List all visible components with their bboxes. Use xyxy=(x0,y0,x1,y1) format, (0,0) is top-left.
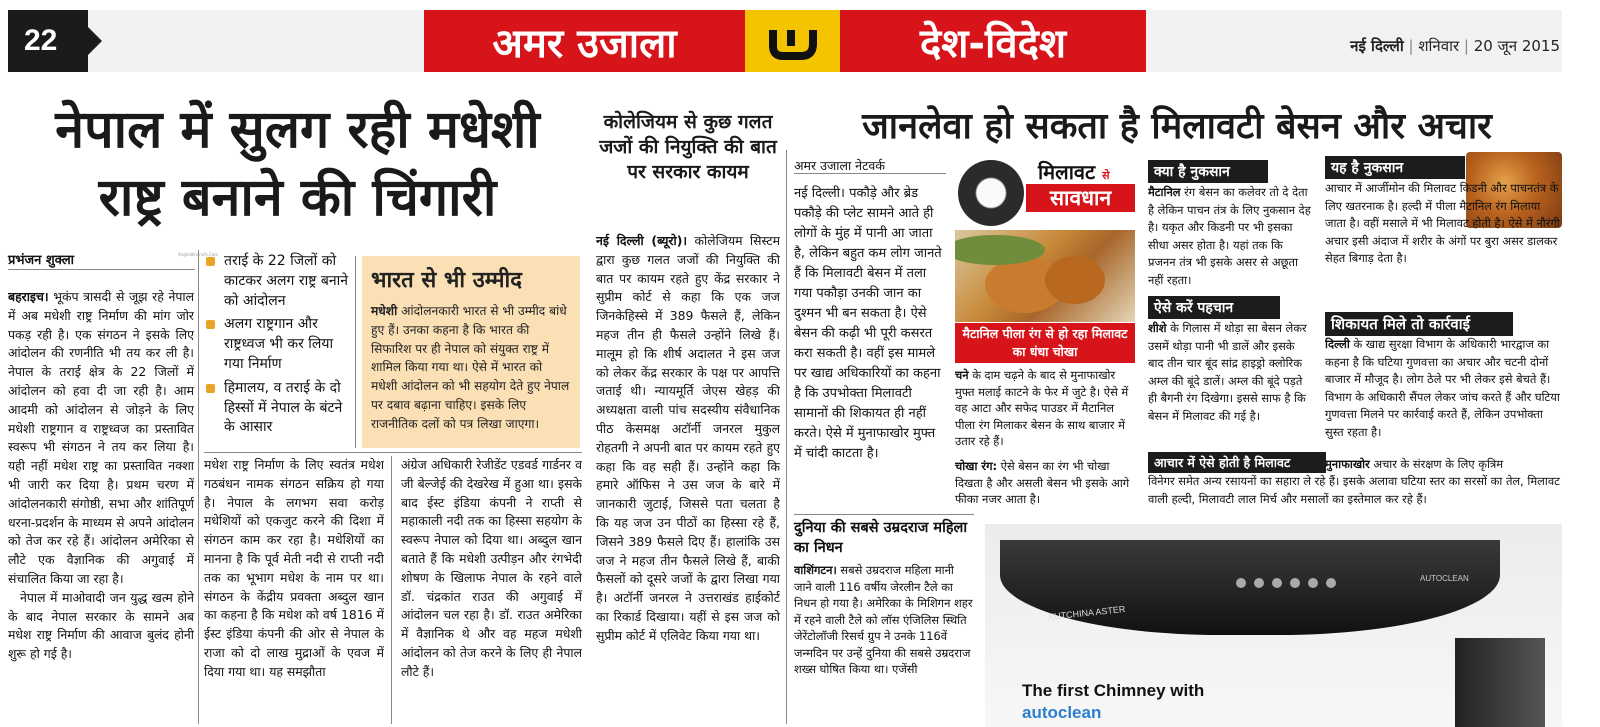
pakora-photo xyxy=(955,230,1135,322)
article1-bullets xyxy=(204,252,350,442)
article1-col1-text2: नेपाल में माओवादी जन युद्ध खत्म होने के बाद नेपाल सरकार के सामने अब मधेश राष्ट्र निर्माण की आवाज बुलंद होनी शुरू हो गई है। xyxy=(8,589,194,662)
article3-chokha xyxy=(955,458,1135,510)
chane-text: के दाम चढ़ने के बाद से मुनाफाखोर मुफ्त मलाई काटने के फेर में जुटे है। ऐसे में वह आटा और सफेद पाउडर में मैटानिल पीला रंग मिलाकर बेसन के साथ बाजार में उतार रहे हैं। xyxy=(955,368,1129,448)
watermark: Anghalkhanchi.Com xyxy=(178,252,218,257)
chimney-button-icon xyxy=(1254,578,1264,588)
divider xyxy=(786,150,787,724)
quote-box xyxy=(362,256,580,448)
article1-col3: अंग्रेज अधिकारी रेजीडेंट एडवर्ड गार्डनर व जी बेल्जेई की देखरेख में हुआ था। इसके बाद ईस्ट इंडिया कंपनी ने राप्ती से महाकाली नदी तक का हिस्सा सहयोग के स्वरूप नेपाल को दिया था। अब्दुल खान बताते हैं कि मधेशी उत्पीड़न और रंगभेदी शोषण के खिलाफ नेपाल के रहने वाले डॉ. चंद्रकांत राउत की अगुवाई में आंदोलन चल रहा है। डॉ. राउत अमेरिका में वैज्ञानिक थे और वह महज मधेशी आंदोलन को तेज करने के लिए ही नेपाल लौटे हैं। xyxy=(401,457,582,679)
logo-icon xyxy=(745,10,840,72)
divider xyxy=(198,250,199,724)
box2-lead: शीशे xyxy=(1148,321,1167,335)
box1-text: रंग बेसन का कलेवर तो दे देता है लेकिन पाचन तंत्र के लिए नुकसान देह है। यकृत और किडनी पर भी इसका सीधा असर होता है। यहां तक कि प्रजनन तंत्र भी इसके असर से अछूता नहीं रहता। xyxy=(1148,185,1311,287)
box3-body: आचार में आर्जीमोन की मिलावट किडनी और पाचनतंत्र के लिए खतरनाक है। हल्दी में पीला मैटानिल रंग मिलाया जाता है। वहीं मसाले में भी मिलावट होती है। ऐसे में नौरंगी अचार इसी अंदाज में शरीर के अंगों पर बुरा असर डालकर सेहत बिगाड़ देता है। xyxy=(1325,181,1560,265)
list-item xyxy=(204,252,350,311)
bullet-text: तराई के 22 जिलों को काटकर अलग राष्ट्र बनाने को आंदोलन xyxy=(224,253,349,309)
page-number-arrow xyxy=(88,27,102,55)
article1-col2: मधेश राष्ट्र निर्माण के लिए स्वतंत्र मधेश गठबंधन नामक संगठन सक्रिय हो गया है। नेपाल के लगभग सवा करोड़ मधेशियों को एकजुट करने की दिशा में संगठन काम कर रहा है। मधेशियों का मानना है कि पूर्व मेती नदी से राप्ती नदी तक का भूभाग मधेश के नाम पर था। संगठन के केंद्रीय प्रवक्ता अब्दुल खान का कहना है कि मधेश को वर्ष 1816 में ईस्ट इंडिया कंपनी की ओर से नेपाल के राजा को दो लाख मुद्राओं के एवज में दिया गया था। यह समझौता xyxy=(204,457,384,679)
article3-intro: नई दिल्ली। पकौड़े और ब्रेड पकौड़े की प्लेट सामने आते ही लोगों के मुंह में पानी आ जाता है, लेकिन बहुत कम लोग जानते हैं कि मिलावटी बेसन में तला गया पकौड़ा उनकी जान का दुश्मन भी बन सकता है। ऐसे बेसन की कढ़ी भी पूरी कसरत करा सकती है। वहीं इस मामले पर खाद्य अधिकारियों का कहना है कि उपभोक्ता मिलावटी सामानों की शिकायत ही नहीं करते। ऐसे में मुनाफाखोर मुफ्त में चांदी काटता है। xyxy=(794,186,942,461)
quote-body xyxy=(371,302,571,434)
ad-title: The first Chimney with xyxy=(1022,681,1205,700)
bullet-icon xyxy=(206,320,215,329)
chimney-button-icon xyxy=(1326,578,1336,588)
divider xyxy=(391,456,392,724)
chimney-button-icon xyxy=(1290,578,1300,588)
box1-lead: मैटानिल xyxy=(1148,185,1181,199)
section-name: देश-विदेश xyxy=(840,10,1146,72)
chimney-button-icon xyxy=(1236,578,1246,588)
ad-subtitle: autoclean xyxy=(1022,703,1102,722)
box5-tail-text: अचार के संरक्षण के लिए कृत्रिम xyxy=(1373,457,1504,471)
chimney-side-image xyxy=(1455,638,1545,727)
photo-caption: मैटानिल पीला रंग से हो रहा मिलावट का धंधा चोखा xyxy=(955,323,1135,363)
article1-dateline: बहराइच। xyxy=(8,289,49,304)
quote-lead: मधेशी xyxy=(371,304,398,318)
divider xyxy=(204,452,582,453)
article1-col1-text: भूकंप त्रासदी से जूझ रहे नेपाल में अब मधेशी राष्ट्र निर्माण की मांग जोर पकड़ रही है। एक संगठन ने इसके लिए आंदोलन की रणनीति भी तय कर ली है। नेपाल के तराई क्षेत्र के 22 जिलों में आंदोलन को हवा दी जा रही है। आम आदमी को आंदोलन से जोड़ने के लिए मधेशी राष्ट्रगान व राष्ट्रध्वज का प्रस्तावित स्वरूप भी संगठन ने तय कर लिया है। यही नहीं मधेश राष्ट्र का प्रस्तावित नक्शा भी जारी कर दिया है। प्रथम चरण में आंदोलनकारी संगोष्ठी, सभा और शांतिपूर्ण धरना-प्रदर्शन के माध्यम से अपने आंदोलन को तेज कर रहे हैं। आंदोलन अमेरिका से लौटे एक वैज्ञानिक की अगुवाई में संचालित किया जा रहा है। xyxy=(8,289,194,586)
article1-col1 xyxy=(8,288,194,724)
plate-fork-icon xyxy=(958,160,1024,226)
article2-dateline: नई दिल्ली (ब्यूरो)। xyxy=(596,233,688,248)
box4-text: के खाद्य सुरक्षा विभाग के अधिकारी भारद्वाज का कहना है कि घटिया गुणवत्ता का अचार और चटनी दोनों बाजार में मौजूद है। लोग ठेले पर भी लेकर इसे बेचते हैं। विभाग के अधिकारी सैंपल लेकर जांच करते हैं और घटिया गुणवत्ता मिलने पर कार्रवाई करते हैं, लेकिन उपभोक्ता सुस्त रहता है। xyxy=(1325,337,1560,439)
pakora-image xyxy=(955,230,1135,322)
list-item xyxy=(204,379,350,438)
dateline-header: नई दिल्ली | शनिवार | 20 जून 2015 xyxy=(1350,37,1560,55)
box5-lead: मुनाफाखोर xyxy=(1325,457,1370,471)
article4-headline: दुनिया की सबसे उम्रदराज महिला का निधन xyxy=(794,520,968,556)
chokha-lead: चोखा रंग: xyxy=(955,459,998,473)
quote-title: भारत से भी उम्मीद xyxy=(371,268,522,293)
box4-body xyxy=(1325,336,1562,448)
bullet-text: अलग राष्ट्रगान और राष्ट्रध्वज भी कर लिया गया निर्माण xyxy=(224,316,334,372)
box1-title: क्या है नुकसान xyxy=(1148,160,1268,183)
list-item xyxy=(204,315,350,374)
box4-title: शिकायत मिले तो कार्रवाई xyxy=(1325,312,1513,336)
chimney-button-icon xyxy=(1272,578,1282,588)
article4-text: सबसे उम्रदराज महिला मानी जाने वाली 116 वर्षीय जेरलीन टैले का निधन हो गया है। अमेरिका के मिशिगन शहर में रहने वाली टैले को लॉस एंजिलिस स्थिति जेरेंटोलॉजी रिसर्च ग्रुप ने उनके 116वें जन्मदिन पर उन्हें दुनिया की सबसे उम्रदराज शख्स घोषित किया था। एजेंसी xyxy=(794,563,973,676)
chimney-buttons xyxy=(1236,578,1336,588)
chokha-text: ऐसे बेसन का रंग भी चोखा दिखता है और असली बेसन भी इसके आगे फीका नजर आता है। xyxy=(955,459,1130,506)
quote-text: आंदोलनकारी भारत से भी उम्मीद बांधे हुए हैं। उनका कहना है कि भारत की सिफारिश पर ही नेपाल को संयुक्त राष्ट्र में शामिल किया गया था। ऐसे में भारत को मधेशी आंदोलन को भी सहयोग देते हुए नेपाल पर दबाव बढ़ाना चाहिए। इसके लिए राजनीतिक दलों को पत्र लिखा जाएगा। xyxy=(371,304,570,431)
article2-headline: कोलेजियम से कुछ गलत जजों की नियुक्ति की बात पर सरकार कायम xyxy=(599,111,777,183)
edition-day: शनिवार xyxy=(1418,37,1460,55)
edition-date: 20 जून 2015 xyxy=(1473,37,1560,55)
bullet-icon xyxy=(206,257,215,266)
article4-body xyxy=(794,562,974,724)
logo-line1: मिलावट xyxy=(1038,160,1096,184)
bullet-icon xyxy=(206,384,215,393)
article3-headline: जानलेवा हो सकता है मिलावटी बेसन और अचार xyxy=(862,106,1492,147)
divider xyxy=(794,514,974,515)
article1-byline: प्रभंजन शुक्ला xyxy=(8,253,75,268)
box5-title: आचार में ऐसे होती है मिलावट xyxy=(1148,452,1326,473)
chane-lead: चने xyxy=(955,368,969,382)
brand-name: अमर उजाला xyxy=(424,10,745,72)
edition-city: नई दिल्ली xyxy=(1350,37,1404,55)
box1-body xyxy=(1148,184,1312,294)
article4-dateline: वाशिंगटन। xyxy=(794,563,837,577)
logo-sawdhan: सावधान xyxy=(1026,184,1135,212)
box2-text: के गिलास में थोड़ा सा बेसन लेकर उसमें थोड़ा पानी भी डालें और इसके बाद तीन चार बूंद सांद्र हाइड्रो क्लोरिक अम्ल की बूंदे डालें। अम्ल की बूंदे पड़ते ही बैगनी रंग दिखेगा। इससे साफ है कि बेसन में मिलावट की गई है। xyxy=(1148,321,1307,423)
article3-chane xyxy=(955,367,1135,457)
divider xyxy=(8,269,195,270)
box2-body xyxy=(1148,320,1312,448)
divider xyxy=(794,173,946,174)
article1-headline-line2: राष्ट्र बनाने की चिंगारी xyxy=(98,168,497,228)
article3-byline: अमर उजाला नेटवर्क xyxy=(794,158,885,173)
box2-title: ऐसे करें पहचान xyxy=(1148,296,1280,319)
article1-headline-line1: नेपाल में सुलग रही मधेशी xyxy=(55,100,540,160)
box3-title: यह है नुकसान xyxy=(1325,156,1465,179)
logo-se: से xyxy=(1102,169,1110,182)
ad-badge: AUTOCLEAN xyxy=(1420,574,1469,583)
chimney-button-icon xyxy=(1308,578,1318,588)
article2-text: कोलेजियम सिस्टम द्वारा कुछ गलत जजों की नियुक्ति की बात पर कायम रहते हुए केंद्र सरकार ने सुप्रीम कोर्ट से कहा कि एक जज जिनकेहिस्से में 389 फैसले हैं, लेकिन महज तीन ही फैसले उन्होंने लिखे हैं। मालूम हो कि शीर्ष अदालत ने इस जज को लेकर केंद्र सरकार के पक्ष पर आपत्ति जताई थी। न्यायमूर्ति जेएस खेहड़ की अध्यक्षता वाली पांच सदस्यीय संवैधानिक पीठ केसमक्ष अटॉर्नी जनरल मुकुल रोहतगी ने अपनी बात पर कायम रहते हुए कहा कि वह सही हैं। उन्होंने कहा कि हमारे ऑफिस ने उस जज के बारे में जानकारी जुटाई, जिससे पता चलता है कि यह जज उन पीठों का हिस्सा रहे हैं, जिसने 389 फैसले दिए हैं। हालांकि उस जज ने महज तीन फैसले लिखे हैं, बाकी फैसलों को दूसरे जजों के द्वारा लिखा गया है। अटॉर्नी जनरल ने उत्तराखंड हाईकोर्ट का रिकार्ड दिखाया। यहीं से इस जज को सुप्रीम कोर्ट में एलिवेट किया गया था। xyxy=(596,233,780,643)
ad-brand: KUTCHINA ASTER xyxy=(1047,603,1126,623)
page-number: 22 xyxy=(8,10,88,72)
brand-logo xyxy=(745,10,840,72)
article1-headline xyxy=(5,96,590,232)
logo-milawat xyxy=(1038,158,1110,185)
bullet-text: हिमालय, व तराई के दो हिस्सों में नेपाल के बंटने के आसार xyxy=(224,379,343,436)
divider xyxy=(355,256,356,448)
box4-lead: दिल्ली xyxy=(1325,337,1350,351)
box5-body: विनेगर समेत अन्य रसायनों का सहारा ले रहे हैं। इसके अलावा घटिया स्तर का सरसों का तेल, मिलावट वाली हल्दी, मिलावटी लाल मिर्च और मसालों का इस्तेमाल कर रहे हैं। xyxy=(1148,474,1560,506)
article2-body xyxy=(596,232,780,724)
